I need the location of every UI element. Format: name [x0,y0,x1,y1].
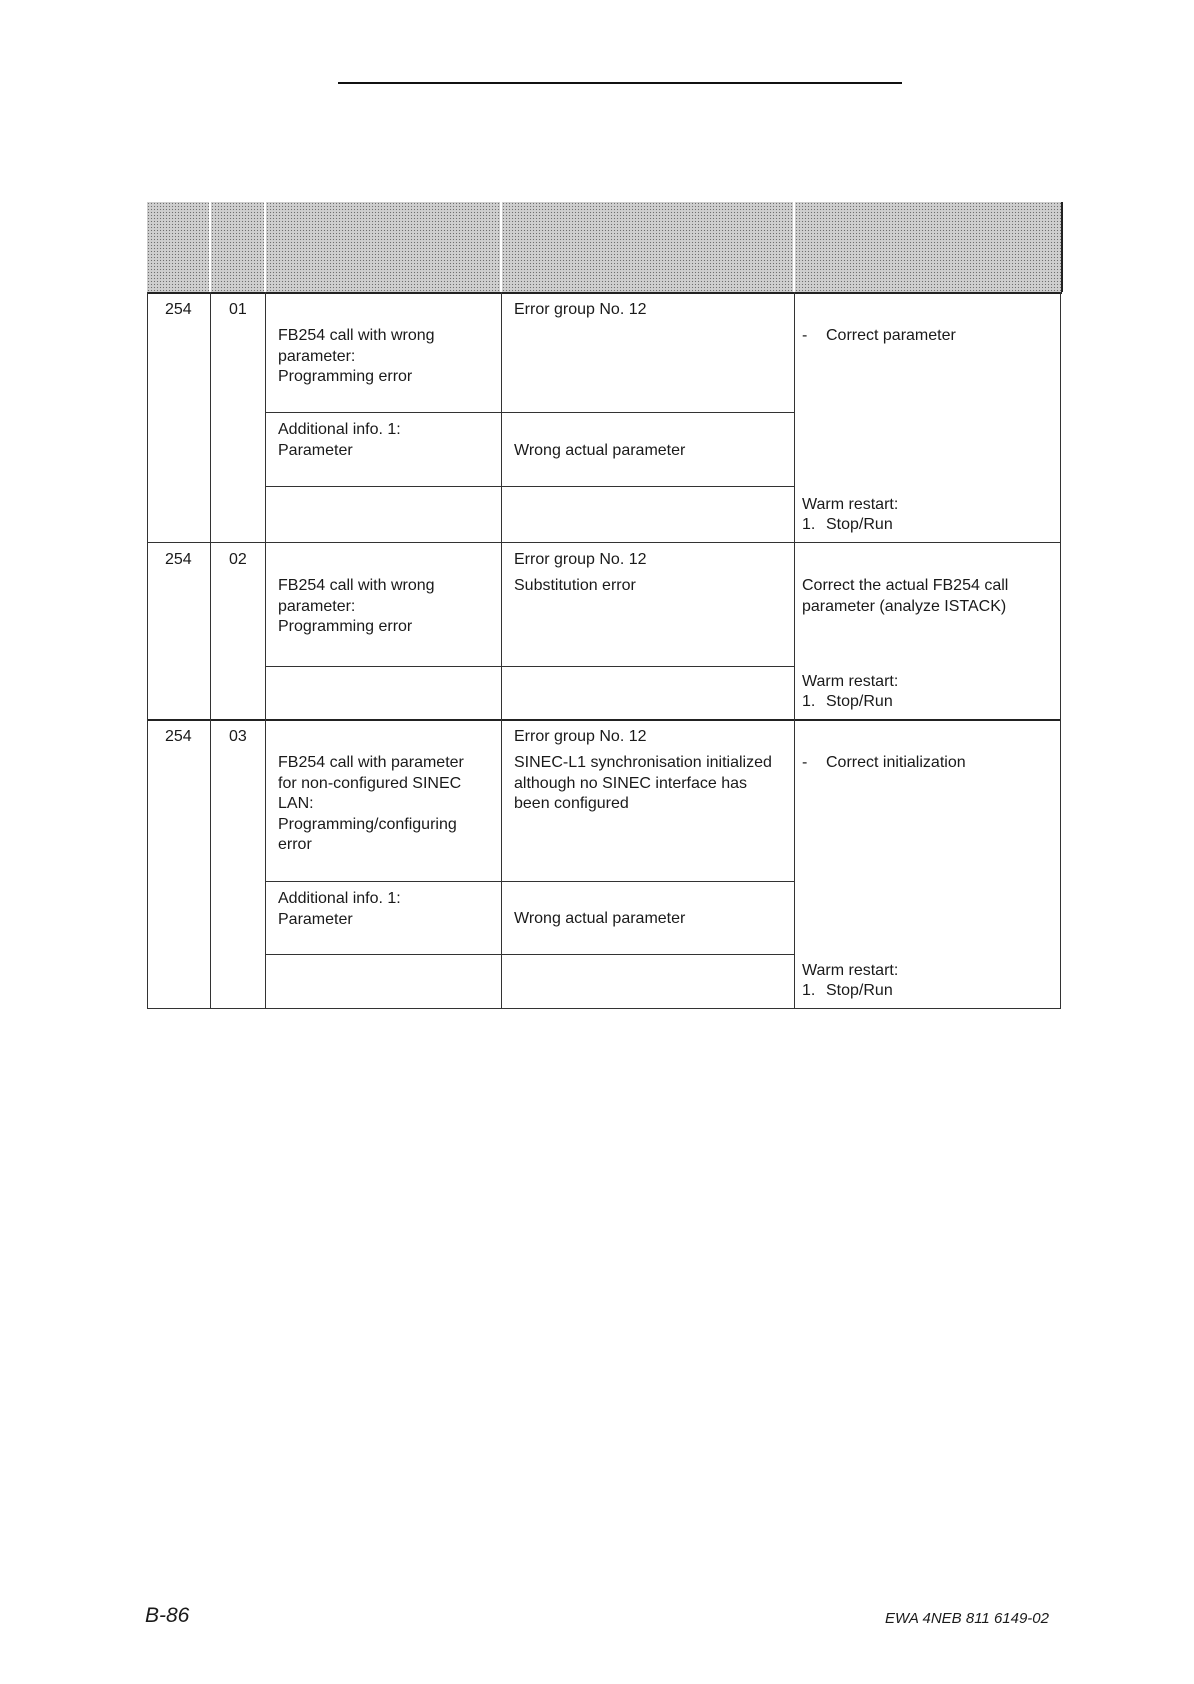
col-border-2 [265,292,266,1009]
header-cell-code [147,202,209,292]
row2-remedy: Correct the actual FB254 call parameter (analyze ISTACK) [802,577,1009,615]
row1-bottom-border [147,542,1060,543]
row1-code: 254 [165,301,192,318]
row1-remedy: Correct parameter [826,327,956,344]
row2-sub: 02 [229,551,247,568]
row2-code: 254 [165,551,192,568]
row1-cause: FB254 call with wrong parameter: Programming error [278,327,435,385]
col-border-4 [794,292,795,1009]
row3-detail: SINEC-L1 synchronisation initialized although no SINEC interface has been configured [514,754,772,812]
row3-restart-step: Stop/Run [826,982,893,999]
row1-sub: 01 [229,301,247,318]
row1-error-group: Error group No. 12 [514,301,647,318]
col-border-3 [501,292,502,1009]
row3-restart-divider [266,954,795,955]
row3-code: 254 [165,728,192,745]
row2-restart-divider [266,666,795,667]
row3-info-value: Wrong actual parameter [514,910,686,927]
row2-bottom-border [147,719,1060,721]
row2-detail: Substitution error [514,577,636,594]
row3-remedy: Correct initialization [826,754,966,771]
header-cell-remedy [795,202,1063,292]
row1-info-label: Additional info. 1: Parameter [278,421,401,459]
row2-restart-num: 1. [802,693,816,710]
col-border-right [1060,292,1061,1009]
row3-restart: Warm restart: [802,962,899,979]
col-border-1 [210,292,211,1009]
row3-info-label: Additional info. 1: Parameter [278,890,401,928]
row3-info-divider [266,881,795,882]
row1-restart-divider [266,486,795,487]
row1-info-divider [266,412,795,413]
page-number: B-86 [145,1604,190,1627]
col-border-left [147,292,148,1009]
row1-restart: Warm restart: [802,496,899,513]
document-code: EWA 4NEB 811 6149-02 [885,1610,1049,1627]
row3-sub: 03 [229,728,247,745]
row3-cause: FB254 call with parameter for non-configured SINEC LAN: Programming/configuring error [278,754,464,853]
table-bottom-border [147,1008,1060,1009]
row3-error-group: Error group No. 12 [514,728,647,745]
row1-info-value: Wrong actual parameter [514,442,686,459]
row2-cause: FB254 call with wrong parameter: Programming error [278,577,435,635]
header-bottom-border [147,292,1062,294]
row1-restart-num: 1. [802,516,816,533]
row2-error-group: Error group No. 12 [514,551,647,568]
error-table [147,202,1062,1009]
row1-restart-step: Stop/Run [826,516,893,533]
header-cell-description [502,202,793,292]
row2-restart-step: Stop/Run [826,693,893,710]
header-cell-cause [266,202,500,292]
row3-restart-num: 1. [802,982,816,999]
row3-remedy-dash: - [802,754,808,771]
header-cell-sub [211,202,264,292]
row2-restart: Warm restart: [802,673,899,690]
top-rule [338,82,902,84]
row1-remedy-dash: - [802,327,808,344]
